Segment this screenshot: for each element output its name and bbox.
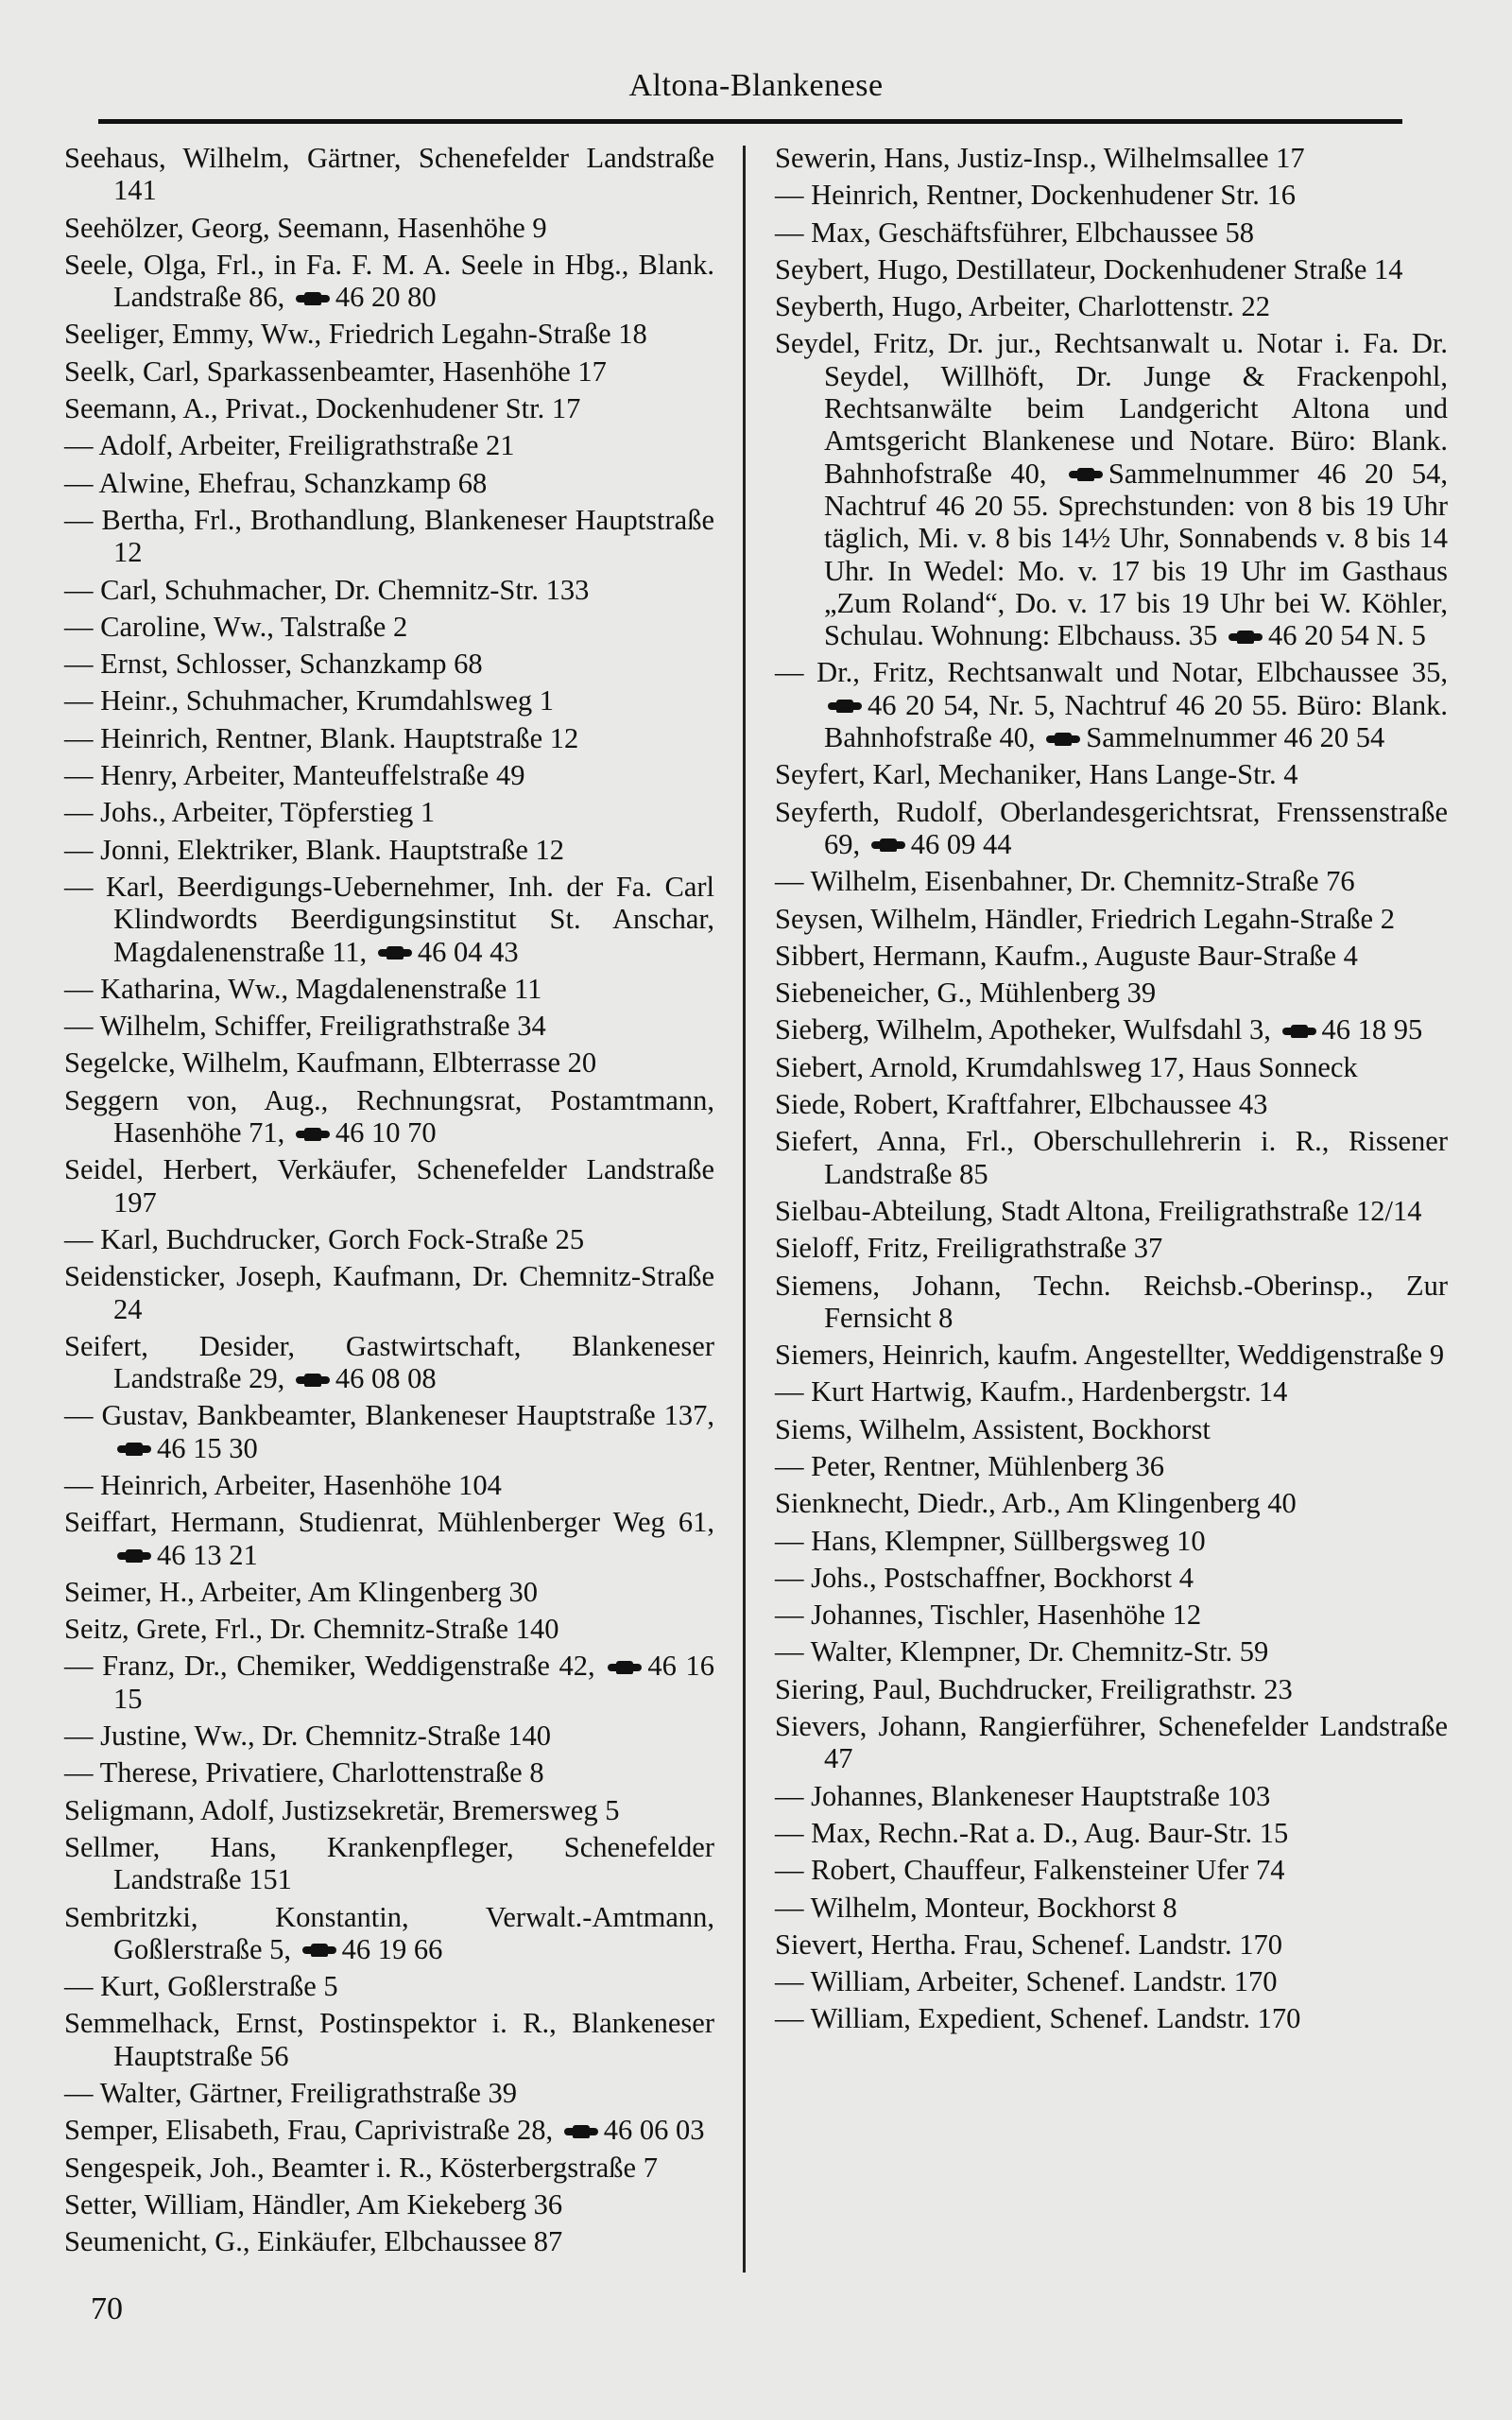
phone-number: 46 16 15: [113, 1650, 714, 1715]
phone-number: 46 09 44: [910, 827, 1012, 860]
page-number: 70: [91, 2291, 123, 2326]
directory-entry: [775, 656, 1448, 753]
entry-text-continued: Nachtruf 46 20 55. Sprechstunden: von 8 bis 19 Uhr täglich, Mi. v. 8 bis 14½ Uhr, Sonnabends v. 8 bis 14 Uhr. In Wedel: Mo. v. 17 bis 19 Uhr im Gasthaus „Zum Roland“, Do. v. 17 bis 19 Uhr bei W. Köhler, Schulau. Wohnung: Elbchauss. 35: [824, 489, 1448, 652]
entry-text: — Alwine, Ehefrau, Schanzkamp 68: [64, 466, 488, 499]
directory-entry: [775, 1710, 1448, 1775]
entry-text: Seggern von, Aug., Rechnungsrat, Postamtmann, Hasenhöhe 71,: [64, 1083, 714, 1150]
column-divider: [743, 146, 746, 2273]
directory-entry: [775, 1965, 1448, 1997]
directory-entry: [64, 973, 714, 1005]
entry-text: Seele, Olga, Frl., in Fa. F. M. A. Seele in Hbg., Blank. Landstraße 86,: [64, 248, 714, 314]
directory-entry: [64, 684, 714, 717]
directory-entry: [775, 1780, 1448, 1812]
directory-entry: [64, 467, 714, 499]
entry-text: — Johs., Postschaffner, Bockhorst 4: [775, 1561, 1194, 1594]
directory-entry: [64, 1650, 714, 1715]
entry-text: — Wilhelm, Monteur, Bockhorst 8: [775, 1891, 1177, 1924]
entry-text: Sielbau-Abteilung, Stadt Altona, Freiligrathstraße 12/14: [775, 1194, 1422, 1227]
telephone-icon: [378, 946, 412, 959]
entry-text: Sieberg, Wilhelm, Apotheker, Wulfsdahl 3,: [775, 1013, 1271, 1046]
phone-number: 46 10 70: [335, 1116, 437, 1150]
entry-text: Seyberth, Hugo, Arbeiter, Charlottenstr. 22: [775, 290, 1270, 323]
directory-entry: [64, 1046, 714, 1079]
telephone-icon: [1282, 1025, 1316, 1038]
entry-text: Seidel, Herbert, Verkäufer, Schenefelder Landstraße 197: [64, 1153, 714, 1219]
entry-text: — Therese, Privatiere, Charlottenstraße 8: [64, 1756, 544, 1789]
entry-text: Seyferth, Rudolf, Oberlandesgerichtsrat, Frenssenstraße 69,: [775, 795, 1448, 860]
entry-text: Sievers, Johann, Rangierführer, Schenefelder Landstraße 47: [775, 1710, 1448, 1775]
entry-text: — Jonni, Elektriker, Blank. Hauptstraße 12: [64, 833, 565, 866]
directory-entry: [64, 318, 714, 350]
directory-entry: [64, 1613, 714, 1645]
entry-text: — Hans, Klempner, Süllbergsweg 10: [775, 1524, 1206, 1557]
directory-entry: [775, 327, 1448, 651]
directory-entry: [775, 290, 1448, 322]
directory-entry: [64, 1469, 714, 1501]
entry-text: — Wilhelm, Schiffer, Freiligrathstraße 34: [64, 1010, 546, 1043]
phone-number: 46 15 30: [157, 1431, 258, 1464]
entry-text: — Adolf, Arbeiter, Freiligrathstraße 21: [64, 429, 515, 462]
entry-text: Siering, Paul, Buchdrucker, Freiligrathstr. 23: [775, 1672, 1293, 1705]
directory-entry: [64, 1901, 714, 1966]
directory-entry: [64, 722, 714, 754]
directory-entry: [64, 1084, 714, 1150]
entry-text: Seiffart, Hermann, Studienrat, Mühlenberger Weg 61,: [64, 1506, 714, 1539]
directory-entry: [64, 574, 714, 606]
entry-text: Sellmer, Hans, Krankenpfleger, Schenefelder Landstraße 151: [64, 1830, 714, 1896]
directory-entry: [775, 2002, 1448, 2034]
entry-text: Seehölzer, Georg, Seemann, Hasenhöhe 9: [64, 211, 547, 244]
directory-entry: [64, 834, 714, 866]
directory-entry: [64, 429, 714, 461]
phone-number: 46 20 54 N. 5: [1267, 619, 1426, 652]
telephone-icon: [296, 292, 330, 305]
entry-text: — Justine, Ww., Dr. Chemnitz-Straße 140: [64, 1720, 552, 1753]
directory-entry: [64, 1330, 714, 1395]
directory-entry: [64, 142, 714, 207]
entry-text: Sieloff, Fritz, Freiligrathstraße 37: [775, 1232, 1163, 1265]
directory-entry: [775, 758, 1448, 790]
left-column: [64, 142, 714, 2263]
entry-text: Siemers, Heinrich, kaufm. Angestellter, Weddigenstraße 9: [775, 1339, 1445, 1372]
directory-entry: [64, 611, 714, 643]
telephone-icon: [828, 700, 862, 713]
entry-text: Seelk, Carl, Sparkassenbeamter, Hasenhöhe 17: [64, 354, 607, 388]
directory-entry: [64, 1794, 714, 1826]
directory-entry: [64, 2188, 714, 2221]
directory-entry: [64, 1153, 714, 1219]
directory-entry: [64, 392, 714, 424]
directory-entry: [64, 1831, 714, 1896]
entry-text: Seybert, Hugo, Destillateur, Dockenhudener Straße 14: [775, 252, 1403, 285]
directory-entry: [64, 1223, 714, 1255]
phone-number: 46 20 80: [335, 281, 437, 314]
directory-entry: [775, 1599, 1448, 1631]
entry-text: — Henry, Arbeiter, Manteuffelstraße 49: [64, 759, 525, 792]
directory-entry: [775, 1413, 1448, 1445]
entry-text: — Kurt Hartwig, Kaufm., Hardenbergstr. 14: [775, 1375, 1288, 1409]
entry-text: — William, Expedient, Schenef. Landstr. 170: [775, 2002, 1301, 2035]
entry-text: Setter, William, Händler, Am Kiekeberg 36: [64, 2187, 563, 2221]
entry-text: Semper, Elisabeth, Frau, Caprivistraße 28,: [64, 2114, 554, 2147]
directory-entry: [64, 1756, 714, 1789]
telephone-icon: [871, 838, 905, 852]
entry-text: — Bertha, Frl., Brothandlung, Blankeneser Hauptstraße 12: [64, 503, 714, 569]
directory-entry: [775, 1892, 1448, 1924]
directory-entry: [64, 212, 714, 244]
entry-text: Sengespeik, Joh., Beamter i. R., Kösterbergstraße 7: [64, 2151, 658, 2184]
entry-text: Siems, Wilhelm, Assistent, Bockhorst: [775, 1412, 1211, 1445]
entry-text: Segelcke, Wilhelm, Kaufmann, Elbterrasse 20: [64, 1046, 597, 1080]
directory-entry: [775, 253, 1448, 285]
running-head: Altona-Blankenese: [628, 68, 884, 103]
entry-text: Seehaus, Wilhelm, Gärtner, Schenefelder Landstraße 141: [64, 142, 714, 207]
directory-entry: [775, 1817, 1448, 1849]
entry-text: Seifert, Desider, Gastwirtschaft, Blankeneser Landstraße 29,: [64, 1329, 714, 1395]
directory-entry: [64, 1010, 714, 1042]
directory-entry: [775, 1635, 1448, 1668]
entry-text: — Franz, Dr., Chemiker, Weddigenstraße 42,: [64, 1650, 595, 1683]
directory-entry: [775, 1854, 1448, 1886]
entry-text: Seidensticker, Joseph, Kaufmann, Dr. Chemnitz-Straße 24: [64, 1260, 714, 1325]
entry-text: — Johannes, Tischler, Hasenhöhe 12: [775, 1599, 1202, 1632]
entry-text: — Dr., Fritz, Rechtsanwalt und Notar, Elbchaussee 35,: [775, 656, 1448, 689]
directory-entry: [775, 1195, 1448, 1227]
directory-entry: [64, 1720, 714, 1752]
entry-text: Sewerin, Hans, Justiz-Insp., Wilhelmsallee 17: [775, 142, 1305, 174]
directory-entry: [64, 355, 714, 388]
entry-text: Siefert, Anna, Frl., Oberschullehrerin i. R., Rissener Landstraße 85: [775, 1125, 1448, 1190]
directory-entry: [64, 504, 714, 569]
entry-text: — Heinr., Schuhmacher, Krumdahlsweg 1: [64, 684, 555, 717]
entry-text: — Heinrich, Rentner, Blank. Hauptstraße 12: [64, 721, 579, 754]
directory-entry: [775, 940, 1448, 972]
entry-text: — Heinrich, Rentner, Dockenhudener Str. 16: [775, 179, 1297, 212]
entry-text: Sievert, Hertha. Frau, Schenef. Landstr. 170: [775, 1927, 1282, 1961]
entry-text: Seysen, Wilhelm, Händler, Friedrich Legahn-Straße 2: [775, 902, 1395, 935]
entry-text: — Max, Rechn.-Rat a. D., Aug. Baur-Str. 15: [775, 1816, 1289, 1849]
entry-text: — William, Arbeiter, Schenef. Landstr. 170: [775, 1965, 1278, 1998]
directory-entry: [775, 796, 1448, 861]
directory-entry: [775, 1928, 1448, 1961]
header-rule: [98, 119, 1402, 124]
directory-entry: [775, 1051, 1448, 1083]
entry-text: — Walter, Gärtner, Freiligrathstraße 39: [64, 2077, 517, 2110]
directory-entry: [775, 1232, 1448, 1264]
entry-text: Seumenicht, G., Einkäufer, Elbchaussee 87: [64, 2225, 563, 2258]
entry-text: — Johs., Arbeiter, Töpferstieg 1: [64, 796, 436, 829]
directory-entry: [64, 1576, 714, 1608]
entry-text: — Katharina, Ww., Magdalenenstraße 11: [64, 972, 542, 1005]
telephone-icon: [564, 2125, 598, 2138]
entry-text: — Heinrich, Arbeiter, Hasenhöhe 104: [64, 1468, 502, 1501]
entry-text: — Walter, Klempner, Dr. Chemnitz-Str. 59: [775, 1635, 1269, 1668]
entry-text: — Caroline, Ww., Talstraße 2: [64, 610, 408, 643]
phone-number: 46 13 21: [157, 1538, 258, 1571]
entry-text: Seimer, H., Arbeiter, Am Klingenberg 30: [64, 1575, 539, 1608]
entry-text: Sembritzki, Konstantin, Verwalt.-Amtmann, Goßlerstraße 5,: [64, 1900, 714, 1965]
directory-entry: [775, 1487, 1448, 1519]
directory-entry: [775, 1562, 1448, 1594]
directory-entry: [64, 796, 714, 828]
phone-number: 46 08 08: [335, 1362, 437, 1395]
phone-number: 46 19 66: [341, 1932, 443, 1965]
entry-text: — Ernst, Schlosser, Schanzkamp 68: [64, 648, 483, 681]
directory-entry: [64, 2007, 714, 2072]
entry-text: — Karl, Beerdigungs-Uebernehmer, Inh. der Fa. Carl Klindwordts Beerdigungsinstitut St. Anschar, Magdalenenstraße 11,: [64, 870, 714, 968]
entry-text: Seemann, A., Privat., Dockenhudener Str. 17: [64, 392, 581, 425]
phone-number: Sammelnummer 46 20 54,: [1108, 457, 1448, 490]
directory-entry: [775, 1450, 1448, 1482]
directory-entry: [775, 142, 1448, 174]
entry-text: — Kurt, Goßlerstraße 5: [64, 1970, 338, 2003]
entry-text: — Karl, Buchdrucker, Gorch Fock-Straße 25: [64, 1222, 585, 1255]
telephone-icon: [296, 1128, 330, 1141]
phone-number: 46 04 43: [417, 935, 519, 968]
phone-number: Sammelnummer 46 20 54: [1086, 721, 1385, 754]
telephone-icon: [1046, 733, 1080, 746]
entry-text: — Peter, Rentner, Mühlenberg 36: [775, 1449, 1165, 1482]
phone-number: 46 20 54, Nr. 5, Nachtruf 46 20 55. Büro: Blank. Bahnhofstraße 40,: [824, 688, 1448, 754]
entry-text: Semmelhack, Ernst, Postinspektor i. R., Blankeneser Hauptstraße 56: [64, 2007, 714, 2072]
phone-number: 46 18 95: [1321, 1013, 1423, 1046]
directory-entry: [64, 2152, 714, 2184]
directory-entry: [64, 2077, 714, 2109]
directory-entry: [775, 179, 1448, 211]
right-column: [775, 142, 1448, 2040]
entry-text: — Max, Geschäftsführer, Elbchaussee 58: [775, 216, 1254, 249]
telephone-icon: [296, 1374, 330, 1387]
entry-text: Siemens, Johann, Techn. Reichsb.-Oberinsp., Zur Fernsicht 8: [775, 1269, 1448, 1334]
directory-entry: [64, 648, 714, 680]
directory-entry: [64, 1506, 714, 1571]
telephone-icon: [608, 1661, 642, 1674]
directory-entry: [64, 759, 714, 791]
directory-entry: [775, 865, 1448, 897]
telephone-icon: [117, 1443, 151, 1456]
entry-text: Sienknecht, Diedr., Arb., Am Klingenberg 40: [775, 1487, 1297, 1520]
directory-entry: [64, 2114, 714, 2146]
directory-entry: [64, 1399, 714, 1464]
entry-text: — Wilhelm, Eisenbahner, Dr. Chemnitz-Straße 76: [775, 865, 1355, 898]
telephone-icon: [117, 1549, 151, 1563]
directory-entry: [775, 216, 1448, 249]
entry-text: Sibbert, Hermann, Kaufm., Auguste Baur-Straße 4: [775, 939, 1358, 972]
telephone-icon: [1069, 468, 1103, 481]
entry-text: Siebert, Arnold, Krumdahlsweg 17, Haus Sonneck: [775, 1050, 1358, 1083]
telephone-icon: [1228, 631, 1263, 644]
entry-text: Siebeneicher, G., Mühlenberg 39: [775, 977, 1157, 1010]
directory-entry: [775, 1013, 1448, 1046]
directory-entry: [775, 1525, 1448, 1557]
phone-number: 46 06 03: [603, 2114, 705, 2147]
entry-text: Seyfert, Karl, Mechaniker, Hans Lange-Str. 4: [775, 758, 1298, 791]
directory-entry: [775, 1673, 1448, 1705]
directory-entry: [64, 1260, 714, 1325]
directory-entry: [64, 871, 714, 968]
directory-entry: [64, 249, 714, 314]
directory-entry: [775, 903, 1448, 935]
entry-text: Seeliger, Emmy, Ww., Friedrich Legahn-Straße 18: [64, 318, 647, 351]
directory-entry: [775, 1088, 1448, 1120]
entry-text: Seligmann, Adolf, Justizsekretär, Bremersweg 5: [64, 1793, 620, 1826]
directory-entry: [775, 977, 1448, 1009]
entry-text: — Gustav, Bankbeamter, Blankeneser Hauptstraße 137,: [64, 1399, 714, 1432]
directory-entry: [64, 2225, 714, 2257]
directory-entry: [775, 1270, 1448, 1335]
entry-text: — Carl, Schuhmacher, Dr. Chemnitz-Str. 133: [64, 573, 590, 606]
directory-entry: [64, 1970, 714, 2002]
entry-text: — Johannes, Blankeneser Hauptstraße 103: [775, 1779, 1271, 1812]
entry-text: Seitz, Grete, Frl., Dr. Chemnitz-Straße 140: [64, 1613, 559, 1646]
entry-text: Siede, Robert, Kraftfahrer, Elbchaussee 43: [775, 1088, 1268, 1121]
directory-entry: [775, 1125, 1448, 1190]
directory-entry: [775, 1375, 1448, 1408]
telephone-icon: [302, 1944, 336, 1957]
entry-text: — Robert, Chauffeur, Falkensteiner Ufer 74: [775, 1854, 1285, 1887]
directory-entry: [775, 1339, 1448, 1371]
entry-text: Seydel, Fritz, Dr. jur., Rechtsanwalt u. Notar i. Fa. Dr. Seydel, Willhöft, Dr. Junge & Frackenpohl, Rechtsanwälte beim Landgericht Altona und Amtsgericht Blankenese und Notare. Büro: Blank. Bahnhofstraße 40,: [775, 327, 1448, 490]
